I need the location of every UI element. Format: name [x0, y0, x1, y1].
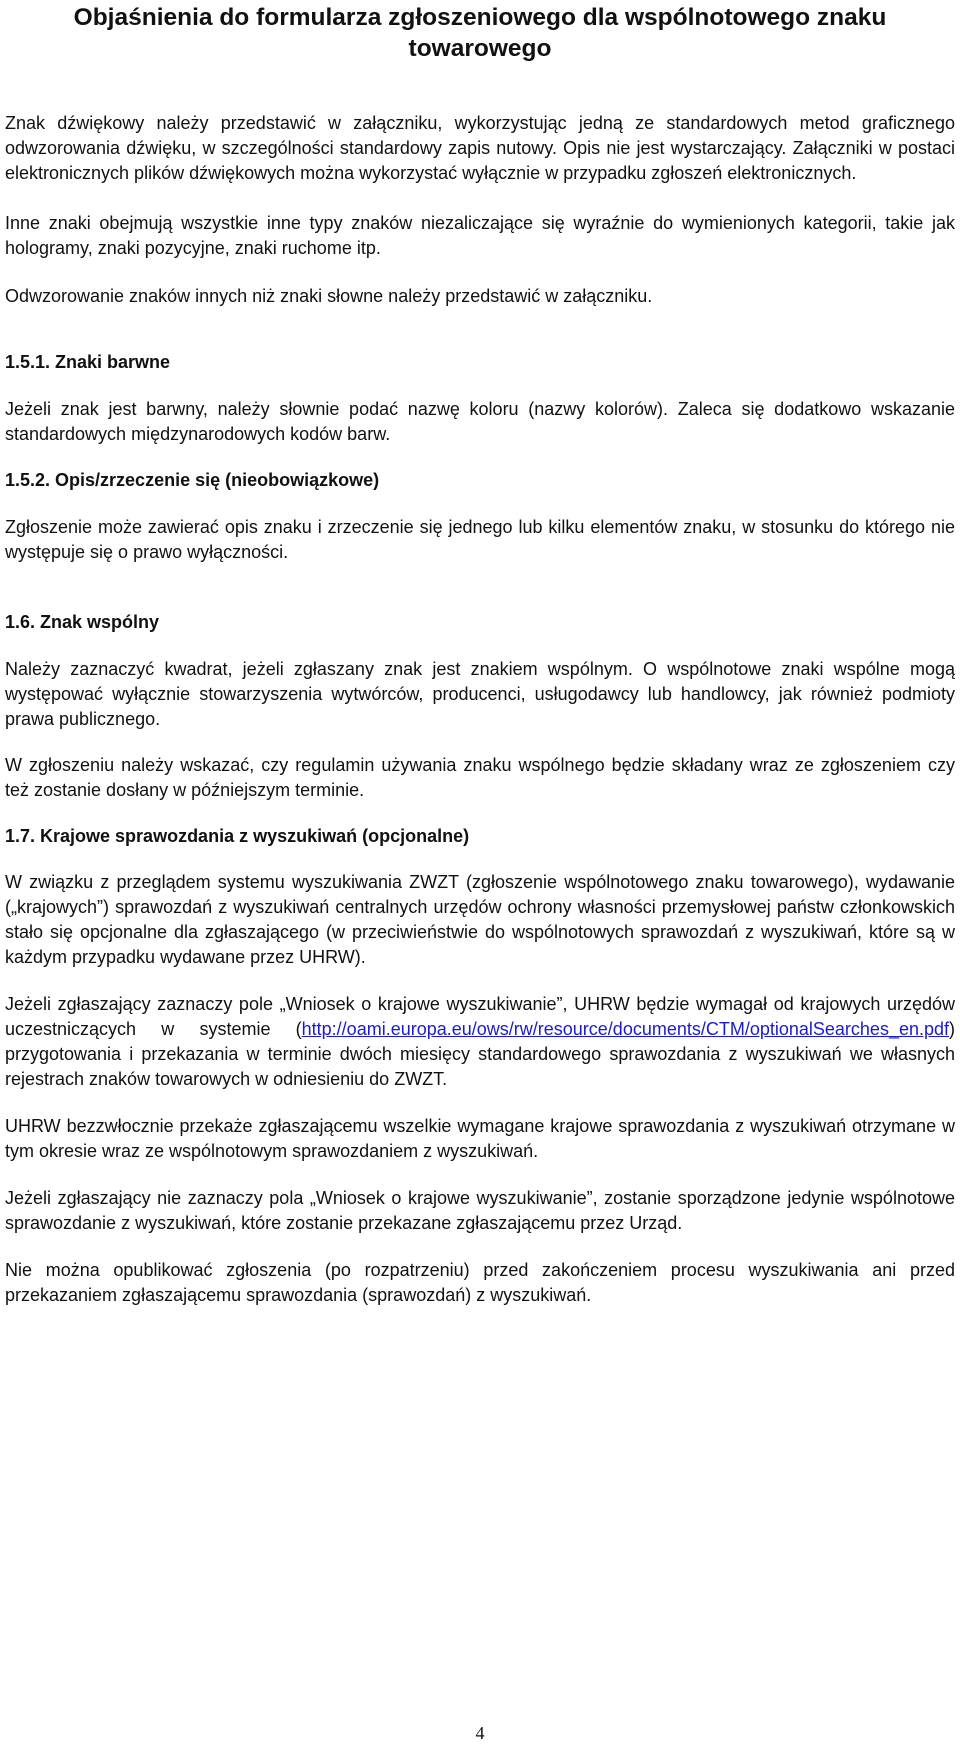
- heading-1-5-2: 1.5.2. Opis/zrzeczenie się (nieobowiązkowe): [5, 470, 380, 490]
- document-page: [5, 0, 955, 1308]
- paragraph-colour-marks: Jeżeli znak jest barwny, należy słownie podać nazwę koloru (nazwy kolorów). Zaleca się dodatkowo wskazanie standardowych międzynarodowych kodów barw.: [5, 399, 955, 444]
- paragraph-regulations: W zgłoszeniu należy wskazać, czy regulamin używania znaku wspólnego będzie składany wraz ze zgłoszeniem czy też zostanie dosłany w późniejszym terminie.: [5, 755, 955, 800]
- paragraph-national-search-request: [5, 992, 955, 1092]
- optional-searches-link[interactable]: http://oami.europa.eu/ows/rw/resource/documents/CTM/optionalSearches_en.pdf: [301, 1019, 949, 1039]
- paragraph-text: Jeżeli zgłaszający zaznaczy pole „Wniosek o krajowe wyszukiwanie”, UHRW będzie wymagał od krajowych urzędów uczestniczących w systemie (: [5, 994, 955, 1039]
- heading-1-6: 1.6. Znak wspólny: [5, 612, 160, 632]
- page-title: Objaśnienia do formularza zgłoszeniowego dla wspólnotowego znaku towarowego: [73, 4, 887, 62]
- paragraph-collective-mark: Należy zaznaczyć kwadrat, jeżeli zgłaszany znak jest znakiem wspólnym. O wspólnotowe znaki wspólne mogą występować wyłącznie stowarzyszenia wytwórców, producenci, usługodawcy lub handlowcy, jak również podmioty prawa publicznego.: [5, 659, 955, 729]
- page-number: 4: [475, 1723, 485, 1743]
- heading-1-7: 1.7. Krajowe sprawozdania z wyszukiwań (opcjonalne): [5, 826, 470, 846]
- paragraph-no-request: Jeżeli zgłaszający nie zaznaczy pola „Wniosek o krajowe wyszukiwanie”, zostanie sporządzone jedynie wspólnotowe sprawozdanie z wyszukiwań, które zostanie przekazane zgłaszającemu przez Urząd.: [5, 1188, 955, 1233]
- paragraph-text: ) przygotowania i przekazania w terminie dwóch miesięcy standardowego sprawozdania z wyszukiwań we własnych rejestrach znaków towarowych w odniesieniu do ZWZT.: [5, 1019, 955, 1089]
- paragraph-publication: Nie można opublikować zgłoszenia (po rozpatrzeniu) przed zakończeniem procesu wyszukiwania ani przed przekazaniem zgłaszającemu sprawozdania (sprawozdań) z wyszukiwań.: [5, 1260, 955, 1305]
- paragraph-forwarding: UHRW bezzwłocznie przekaże zgłaszającemu wszelkie wymagane krajowe sprawozdania z wyszukiwań otrzymane w tym okresie wraz ze wspólnotowym sprawozdaniem z wyszukiwań.: [5, 1116, 955, 1161]
- paragraph-other-marks: Inne znaki obejmują wszystkie inne typy znaków niezaliczające się wyraźnie do wymienionych kategorii, takie jak hologramy, znaki pozycyjne, znaki ruchome itp.: [5, 213, 955, 258]
- paragraph-description-disclaimer: Zgłoszenie może zawierać opis znaku i zrzeczenie się jednego lub kilku elementów znaku, w stosunku do którego nie występuje się o prawo wyłączności.: [5, 517, 955, 562]
- paragraph-sound-mark: Znak dźwiękowy należy przedstawić w załączniku, wykorzystując jedną ze standardowych metod graficznego odwzorowania dźwięku, w szczególności standardowy zapis nutowy. Opis nie jest wystarczający. Załączniki w postaci elektronicznych plików dźwiękowych można wykorzystać wyłącznie w przypadku zgłoszeń elektronicznych.: [5, 113, 955, 183]
- paragraph-representation: Odwzorowanie znaków innych niż znaki słowne należy przedstawić w załączniku.: [5, 286, 653, 306]
- heading-1-5-1: 1.5.1. Znaki barwne: [5, 352, 171, 372]
- paragraph-search-review: W związku z przeglądem systemu wyszukiwania ZWZT (zgłoszenie wspólnotowego znaku towarowego), wydawanie („krajowych”) sprawozdań z wyszukiwań centralnych urzędów ochrony własności przemysłowej państw członkowskich stało się opcjonalne dla zgłaszającego (w przeciwieństwie do wspólnotowych sprawozdań z wyszukiwań, które są w każdym przypadku wydawane przez UHRW).: [5, 872, 955, 967]
